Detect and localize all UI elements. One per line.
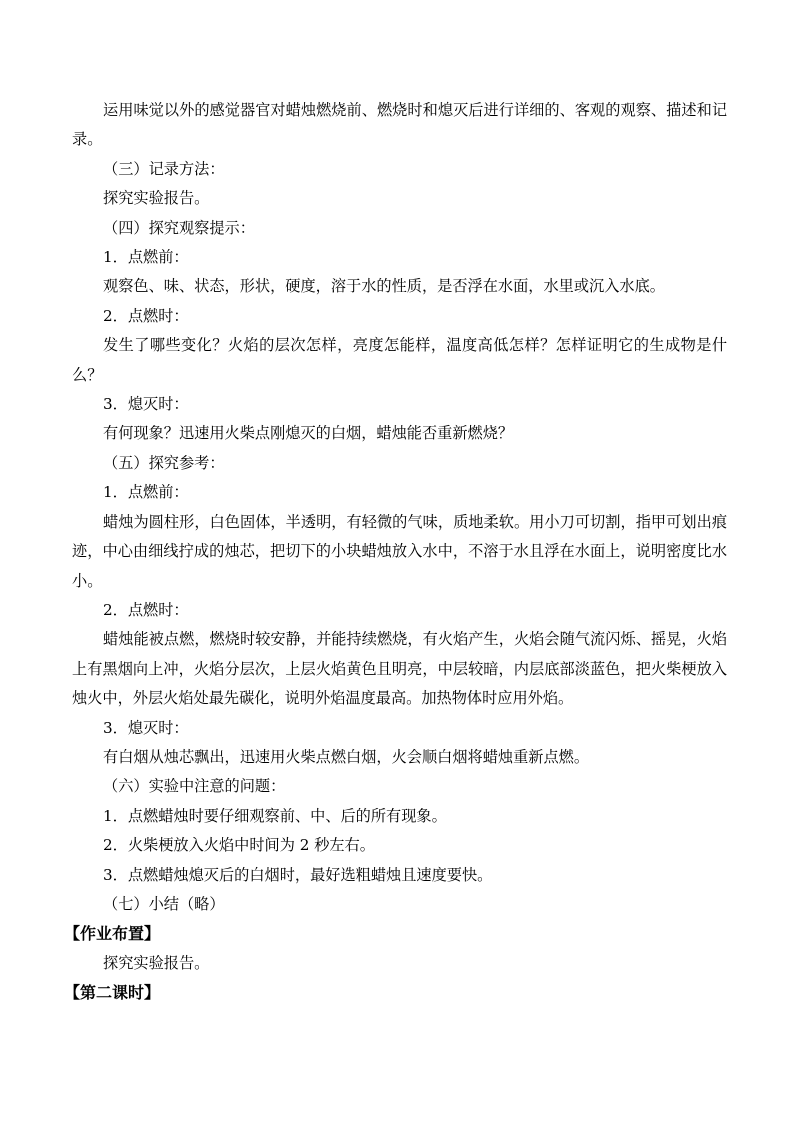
homework-body: 探究实验报告。 <box>103 953 210 972</box>
paragraph-before-lighting-hint: 观察色、味、状态，形状，硬度，溶于水的性质，是否浮在水面，水里或沉入水底。 <box>103 277 665 296</box>
item-before-lighting: 1．点燃前： <box>103 248 189 267</box>
second-lesson-heading: 【第二课时】 <box>64 983 161 1003</box>
paragraph-extinguished-hint: 有何现象？迅速用火柴点刚熄灭的白烟，蜡烛能否重新燃烧？ <box>103 424 514 443</box>
precaution-item-2: 2．火柴梗放入火焰中时间为 2 秒左右。 <box>103 836 375 855</box>
item-before-lighting-ref: 1．点燃前： <box>103 483 189 502</box>
paragraph-recording-method: 探究实验报告。 <box>103 189 210 208</box>
paragraph-before-lighting-ref: 蜡烛为圆柱形，白色固体，半透明，有轻微的气味，质地柔软。用小刀可切割，指甲可划出痕迹，中心由细线拧成的烛芯，把切下的小块蜡烛放入水中，不溶于水且浮在水面上，说明密度比水小。 <box>72 512 727 590</box>
section-summary: （七）小结（略） <box>103 894 225 913</box>
precaution-item-1: 1．点燃蜡烛时要仔细观察前、中、后的所有现象。 <box>103 806 447 825</box>
paragraph-extinguished-ref: 有白烟从烛芯飘出，迅速用火柴点燃白烟，火会顺白烟将蜡烛重新点燃。 <box>103 747 589 766</box>
item-while-burning: 2．点燃时： <box>103 306 189 325</box>
item-while-burning-ref: 2．点燃时： <box>103 600 189 619</box>
precaution-item-3: 3．点燃蜡烛熄灭后的白烟时，最好选粗蜡烛且速度要快。 <box>103 865 493 884</box>
section-recording-method: （三）记录方法： <box>103 159 225 178</box>
item-extinguished: 3．熄灭时： <box>103 395 189 414</box>
item-extinguished-ref: 3．熄灭时： <box>103 718 189 737</box>
document-body <box>64 96 727 1008</box>
paragraph-while-burning-hint: 发生了哪些变化？火焰的层次怎样，亮度怎能样，温度高低怎样？怎样证明它的生成物是什么？ <box>72 336 727 384</box>
homework-heading: 【作业布置】 <box>64 924 161 944</box>
section-reference: （五）探究参考： <box>103 453 225 472</box>
section-precautions: （六）实验中注意的问题： <box>103 777 286 796</box>
paragraph-while-burning-ref: 蜡烛能被点燃，燃烧时较安静，并能持续燃烧，有火焰产生，火焰会随气流闪烁、摇晃，火焰上有黑烟向上冲，火焰分层次，上层火焰黄色且明亮，中层较暗，内层底部淡蓝色，把火柴梗放入烛火中，外层火焰处最先碳化，说明外焰温度最高。加热物体时应用外焰。 <box>72 630 727 708</box>
paragraph-observation-method: 运用味觉以外的感觉器官对蜡烛燃烧前、燃烧时和熄灭后进行详细的、客观的观察、描述和记录。 <box>72 101 727 149</box>
section-observation-hints: （四）探究观察提示： <box>103 218 255 237</box>
